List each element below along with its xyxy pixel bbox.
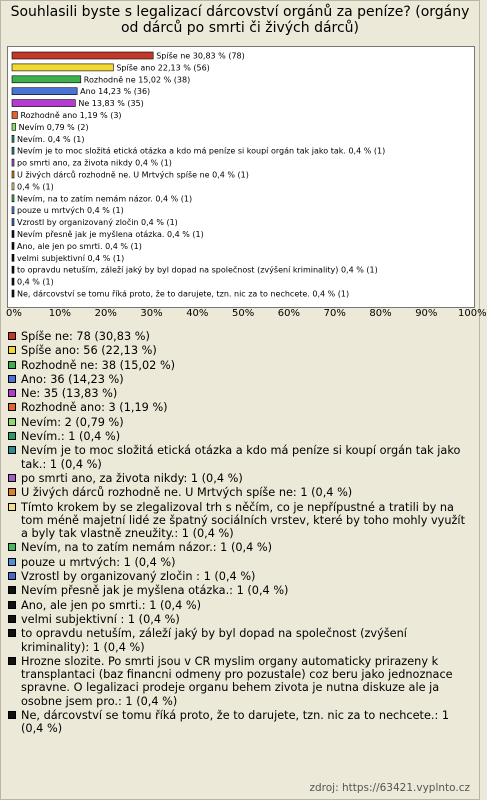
x-tick-label: 40% [186, 308, 209, 319]
legend-label: Nevím.: 1 (0,4 %) [21, 430, 121, 444]
legend-item [8, 330, 474, 343]
x-tick-label: 90% [415, 308, 438, 319]
legend-item [8, 344, 474, 357]
bar-label-11: 0,4 % (1) [17, 182, 54, 192]
bar-label-0: Spíše ne 30,83 % (78) [156, 51, 245, 61]
legend-item [8, 541, 474, 554]
bar-label-3: Ano 14,23 % (36) [80, 87, 151, 97]
bar-chart [8, 47, 474, 307]
bar-9 [12, 159, 14, 166]
legend-label: Nevím: 2 (0,79 %) [21, 415, 124, 429]
bar-label-9: po smrti ano, za života nikdy 0,4 % (1) [17, 158, 172, 168]
bar-18 [12, 266, 14, 273]
bar-label-15: Nevím přesně jak je myšlena otázka. 0,4 % (1) [17, 230, 204, 239]
bar-17 [12, 254, 14, 261]
legend-label: Ne: 35 (13,83 %) [21, 387, 118, 401]
x-tick-label: 80% [369, 308, 392, 319]
legend-label: velmi subjektivní : 1 (0,4 %) [21, 612, 180, 626]
legend-item [8, 416, 474, 429]
bar-14 [12, 219, 14, 226]
legend-item [8, 584, 474, 597]
legend-swatch [8, 361, 16, 369]
legend-item [8, 444, 474, 471]
legend-item [8, 556, 474, 569]
legend-label: Spíše ne: 78 (30,83 %) [21, 330, 150, 343]
legend-label: Rozhodně ne: 38 (15,02 %) [21, 358, 176, 372]
legend-item [8, 627, 474, 654]
legend-label: Tímto krokem by se zlegalizoval trh s něčím, co je nepřípustné a tratili by na tom méně majetní lidé ze špatný sociálních vrstev, které by toho mohly využít a byly tak vlastně zneužity.: 1 (0,4 %) [21, 500, 465, 541]
bar-label-6: Nevím 0,79 % (2) [18, 122, 89, 132]
x-tick-label: 60% [277, 308, 301, 319]
legend-swatch [8, 488, 16, 496]
legend-label: Ano: 36 (14,23 %) [21, 372, 124, 386]
legend-item [8, 373, 474, 386]
bar-3 [12, 88, 77, 95]
legend-swatch [8, 332, 16, 340]
legend-label: pouze u mrtvých: 1 (0,4 %) [21, 555, 176, 569]
x-tick-label: 50% [232, 308, 255, 319]
legend-swatch [8, 389, 16, 397]
legend-label: po smrti ano, za života nikdy: 1 (0,4 %) [21, 471, 243, 485]
bar-label-10: U živých dárců rozhodně ne. U Mrtvých spíše ne 0,4 % (1) [17, 170, 249, 180]
legend-item [8, 401, 474, 414]
legend-item [8, 599, 474, 612]
legend-swatch [8, 474, 16, 482]
legend-swatch [8, 572, 16, 580]
legend-item [8, 570, 474, 583]
legend-swatch [8, 543, 16, 551]
legend-swatch [8, 375, 16, 383]
bar-label-20: Ne, dárcovství se tomu říká proto, že to darujete, tzn. nic za to nechcete. 0,4 % (1) [17, 289, 350, 299]
legend-label: Hrozne slozite. Po smrti jsou v CR myslim organy automaticky prirazeny k transplantaci (baz financni odmeny pro pozustale) coz beru jako jednoznace spravne. O legalizaci prodeje organu behem zivota je nutna diskuze ale ja osobne jsem pro.: 1 (0,4 %) [21, 654, 453, 708]
bar-label-1: Spíše ano 22,13 % (56) [116, 63, 210, 73]
bar-11 [12, 183, 14, 190]
legend-swatch [8, 403, 16, 411]
bar-label-16: Ano, ale jen po smrti. 0,4 % (1) [17, 241, 142, 251]
bar-2 [12, 76, 81, 83]
bar-label-18: to opravdu netuším, záleží jaký by byl dopad na společnost (zvýšení kriminality) 0,4 % (1) [17, 265, 378, 275]
bar-label-13: pouze u mrtvých 0,4 % (1) [17, 206, 124, 216]
x-tick-label: 30% [140, 308, 163, 319]
x-tick-label: 70% [323, 308, 346, 319]
legend-item [8, 387, 474, 400]
bar-6 [12, 123, 16, 130]
bar-10 [12, 171, 14, 178]
legend-swatch [8, 615, 16, 623]
legend-swatch [8, 601, 16, 609]
bar-20 [12, 290, 14, 297]
x-tick-label: 0% [6, 308, 22, 319]
x-tick-label: 20% [94, 308, 117, 319]
bar-4 [12, 100, 75, 107]
legend-label: Ano, ale jen po smrti.: 1 (0,4 %) [21, 598, 202, 612]
source-label: zdroj: https://63421.vyplnto.cz [309, 782, 470, 794]
bar-12 [12, 195, 14, 202]
bar-label-14: Vzrostl by organizovaný zločin 0,4 % (1) [17, 218, 178, 228]
legend-label: to opravdu netuším, záleží jaký by byl dopad na společnost (zvýšení kriminality): 1 (0,4 %) [21, 627, 407, 654]
legend-item [8, 472, 474, 485]
legend-item [8, 501, 474, 541]
legend-swatch [8, 586, 16, 594]
legend-swatch [8, 657, 16, 665]
legend-label: Nevím, na to zatím nemám názor.: 1 (0,4 %) [21, 541, 273, 555]
bar-label-19: 0,4 % (1) [17, 277, 54, 287]
bar-15 [12, 231, 14, 238]
legend [8, 330, 474, 737]
legend-swatch [8, 346, 16, 354]
bar-8 [12, 147, 14, 154]
legend-label: Ne, dárcovství se tomu říká proto, že to darujete, tzn. nic za to nechcete.: 1 (0,4 %) [21, 709, 450, 736]
legend-label: Nevím je to moc složitá etická otázka a kdo má peníze si koupí orgán tak jako tak.: 1 (0,4 %) [21, 444, 461, 471]
bar-label-7: Nevím. 0,4 % (1) [17, 134, 85, 144]
bar-label-8: Nevím je to moc složitá etická otázka a kdo má peníze si koupí orgán tak jako tak. 0,4 % (1) [17, 146, 386, 156]
legend-label: Nevím přesně jak je myšlena otázka.: 1 (0,4 %) [21, 584, 289, 598]
legend-swatch [8, 503, 16, 511]
legend-label: Vzrostl by organizovaný zločin : 1 (0,4 %) [21, 570, 256, 584]
bar-19 [12, 278, 14, 285]
bar-label-17: velmi subjektivní 0,4 % (1) [17, 253, 125, 263]
legend-item [8, 709, 474, 736]
legend-item [8, 613, 474, 626]
legend-item [8, 486, 474, 499]
bar-5 [12, 112, 17, 119]
x-axis-ticks [0, 308, 487, 324]
legend-swatch [8, 629, 16, 637]
legend-swatch [8, 558, 16, 566]
bar-13 [12, 207, 14, 214]
bar-label-2: Rozhodně ne 15,02 % (38) [83, 75, 191, 85]
chart-title: Souhlasili byste s legalizací dárcovství orgánů za peníze? (orgány od dárců po smrti či živých dárců) [10, 4, 470, 36]
legend-swatch [8, 446, 16, 454]
bar-0 [12, 52, 153, 59]
bar-16 [12, 242, 14, 249]
legend-item [8, 359, 474, 372]
x-tick-label: 10% [48, 308, 72, 319]
bar-label-4: Ne 13,83 % (35) [78, 99, 144, 109]
bar-label-12: Nevím, na to zatím nemám názor. 0,4 % (1) [17, 194, 193, 204]
legend-label: U živých dárců rozhodně ne. U Mrtvých spíše ne: 1 (0,4 %) [21, 486, 353, 500]
bar-7 [12, 135, 14, 142]
legend-swatch [8, 711, 16, 719]
bar-label-5: Rozhodně ano 1,19 % (3) [20, 111, 122, 120]
legend-label: Rozhodně ano: 3 (1,19 %) [21, 401, 168, 415]
x-tick-label: 100% [458, 308, 487, 319]
legend-swatch [8, 432, 16, 440]
legend-label: Spíše ano: 56 (22,13 %) [21, 344, 157, 358]
legend-item [8, 430, 474, 443]
bar-1 [12, 64, 113, 71]
legend-item [8, 655, 474, 708]
plot-area [7, 46, 475, 308]
legend-swatch [8, 418, 16, 426]
